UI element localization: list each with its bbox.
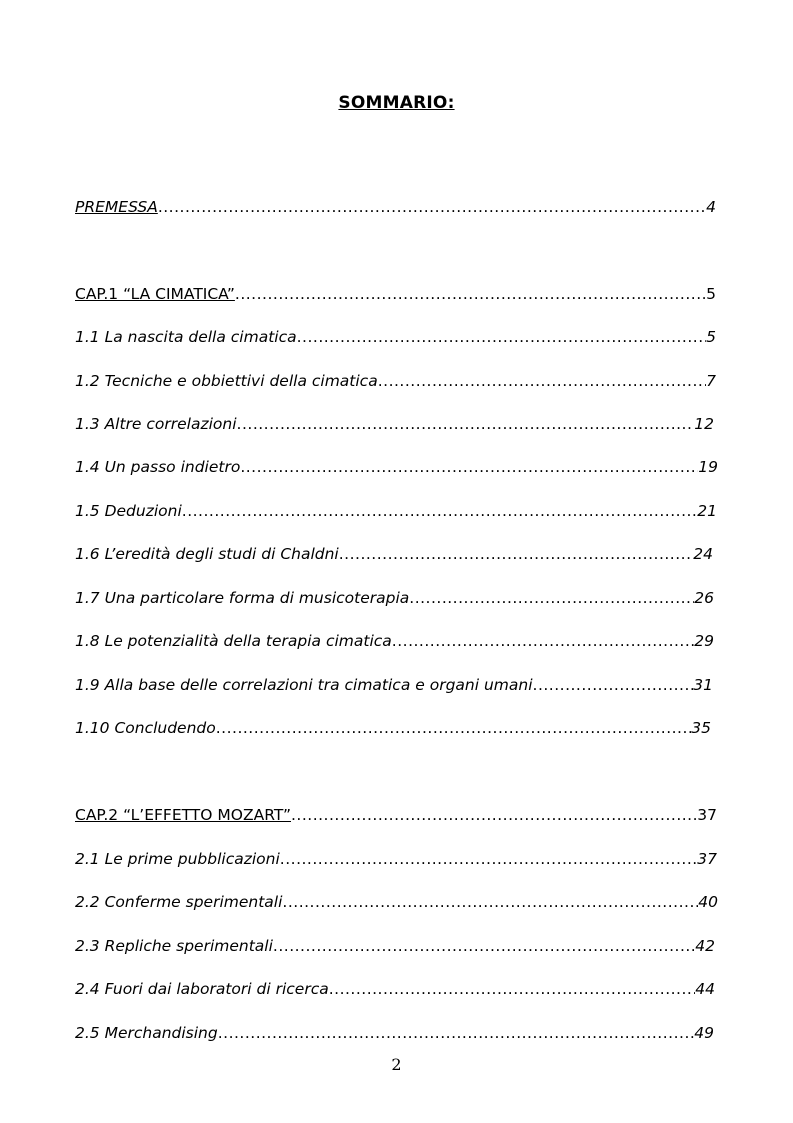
toc-entry-page: 29 xyxy=(694,632,714,650)
toc-entry-2-1[interactable] xyxy=(75,850,717,872)
toc-entry-2-5[interactable] xyxy=(75,1024,714,1046)
toc-entry-label: 1.2 Tecniche e obbiettivi della cimatica xyxy=(75,372,378,390)
toc-entry-1-4[interactable] xyxy=(75,458,718,480)
toc-entry-label: 1.10 Concludendo xyxy=(75,719,216,737)
toc-entry-page: 49 xyxy=(694,1024,714,1042)
toc-entry-page: 21 xyxy=(697,502,717,520)
toc-entry-1-5[interactable] xyxy=(75,502,717,524)
toc-leader-dots xyxy=(533,676,694,694)
toc-entry-page: 5 xyxy=(706,328,716,346)
toc-entry-page: 42 xyxy=(695,937,715,955)
toc-leader-dots xyxy=(282,893,698,911)
toc-entry-chapter-1[interactable] xyxy=(75,285,716,307)
toc-leader-dots xyxy=(237,415,695,433)
toc-entry-label: 1.4 Un passo indietro xyxy=(75,458,241,476)
page-number: 2 xyxy=(391,1055,402,1074)
toc-entry-page: 7 xyxy=(706,372,716,390)
toc-entry-page: 37 xyxy=(697,806,717,824)
toc-leader-dots xyxy=(158,198,706,216)
toc-entry-page: 35 xyxy=(691,719,711,737)
toc-entry-page: 19 xyxy=(698,458,718,476)
toc-leader-dots xyxy=(182,502,697,520)
toc-leader-dots xyxy=(235,285,706,303)
toc-entry-label: 2.5 Merchandising xyxy=(75,1024,218,1042)
toc-leader-dots xyxy=(378,372,706,390)
toc-entry-2-4[interactable] xyxy=(75,980,715,1002)
toc-entry-1-9[interactable] xyxy=(75,676,713,698)
toc-leader-dots xyxy=(216,719,692,737)
toc-entry-label: 1.8 Le potenzialità della terapia cimatica xyxy=(75,632,392,650)
toc-leader-dots xyxy=(297,328,707,346)
toc-entry-label: 1.9 Alla base delle correlazioni tra cimatica e organi umani xyxy=(75,676,533,694)
toc-entry-1-7[interactable] xyxy=(75,589,714,611)
toc-entry-1-6[interactable] xyxy=(75,545,713,567)
toc-entry-label: 2.1 Le prime pubblicazioni xyxy=(75,850,280,868)
toc-leader-dots xyxy=(392,632,694,650)
toc-entry-page: 4 xyxy=(706,198,716,216)
toc-entry-label: 2.2 Conferme sperimentali xyxy=(75,893,283,911)
toc-entry-page: 44 xyxy=(695,980,715,998)
toc-entry-page: 26 xyxy=(694,589,714,607)
toc-leader-dots xyxy=(240,458,698,476)
toc-entry-1-2[interactable] xyxy=(75,372,716,394)
toc-entry-chapter-2[interactable] xyxy=(75,806,717,828)
toc-entry-1-3[interactable] xyxy=(75,415,714,437)
toc-entry-page: 24 xyxy=(693,545,713,563)
page-title xyxy=(0,93,793,113)
toc-leader-dots xyxy=(218,1024,695,1042)
toc-entry-1-8[interactable] xyxy=(75,632,714,654)
toc-entry-label: 1.6 L’eredità degli studi di Chaldni xyxy=(75,545,339,563)
toc-entry-label: CAP.2 “L’EFFETTO MOZART” xyxy=(75,806,291,824)
toc-entry-label: CAP.1 “LA CIMATICA” xyxy=(75,285,235,303)
toc-entry-label: PREMESSA xyxy=(75,198,158,216)
toc-entry-label: 1.3 Altre correlazioni xyxy=(75,415,237,433)
toc-entry-label: 2.4 Fuori dai laboratori di ricerca xyxy=(75,980,329,998)
toc-entry-page: 37 xyxy=(697,850,717,868)
toc-entry-1-1[interactable] xyxy=(75,328,716,350)
toc-entry-page: 12 xyxy=(694,415,714,433)
toc-leader-dots xyxy=(280,850,697,868)
toc-entry-2-3[interactable] xyxy=(75,937,715,959)
toc-leader-dots xyxy=(291,806,697,824)
toc-entry-page: 5 xyxy=(706,285,716,303)
page-title-text: SOMMARIO: xyxy=(338,93,455,113)
toc-entry-page: 40 xyxy=(698,893,718,911)
toc-leader-dots xyxy=(329,980,696,998)
toc-leader-dots xyxy=(339,545,694,563)
toc-entry-1-10[interactable] xyxy=(75,719,711,741)
toc-leader-dots xyxy=(273,937,695,955)
toc-entry-2-2[interactable] xyxy=(75,893,718,915)
toc-entry-label: 1.7 Una particolare forma di musicoterapia xyxy=(75,589,410,607)
toc-entry-page: 31 xyxy=(693,676,713,694)
toc-entry-label: 1.5 Deduzioni xyxy=(75,502,182,520)
toc-leader-dots xyxy=(409,589,694,607)
toc-entry-premessa[interactable] xyxy=(75,198,716,220)
toc-entry-label: 2.3 Repliche sperimentali xyxy=(75,937,273,955)
toc-entry-label: 1.1 La nascita della cimatica xyxy=(75,328,297,346)
